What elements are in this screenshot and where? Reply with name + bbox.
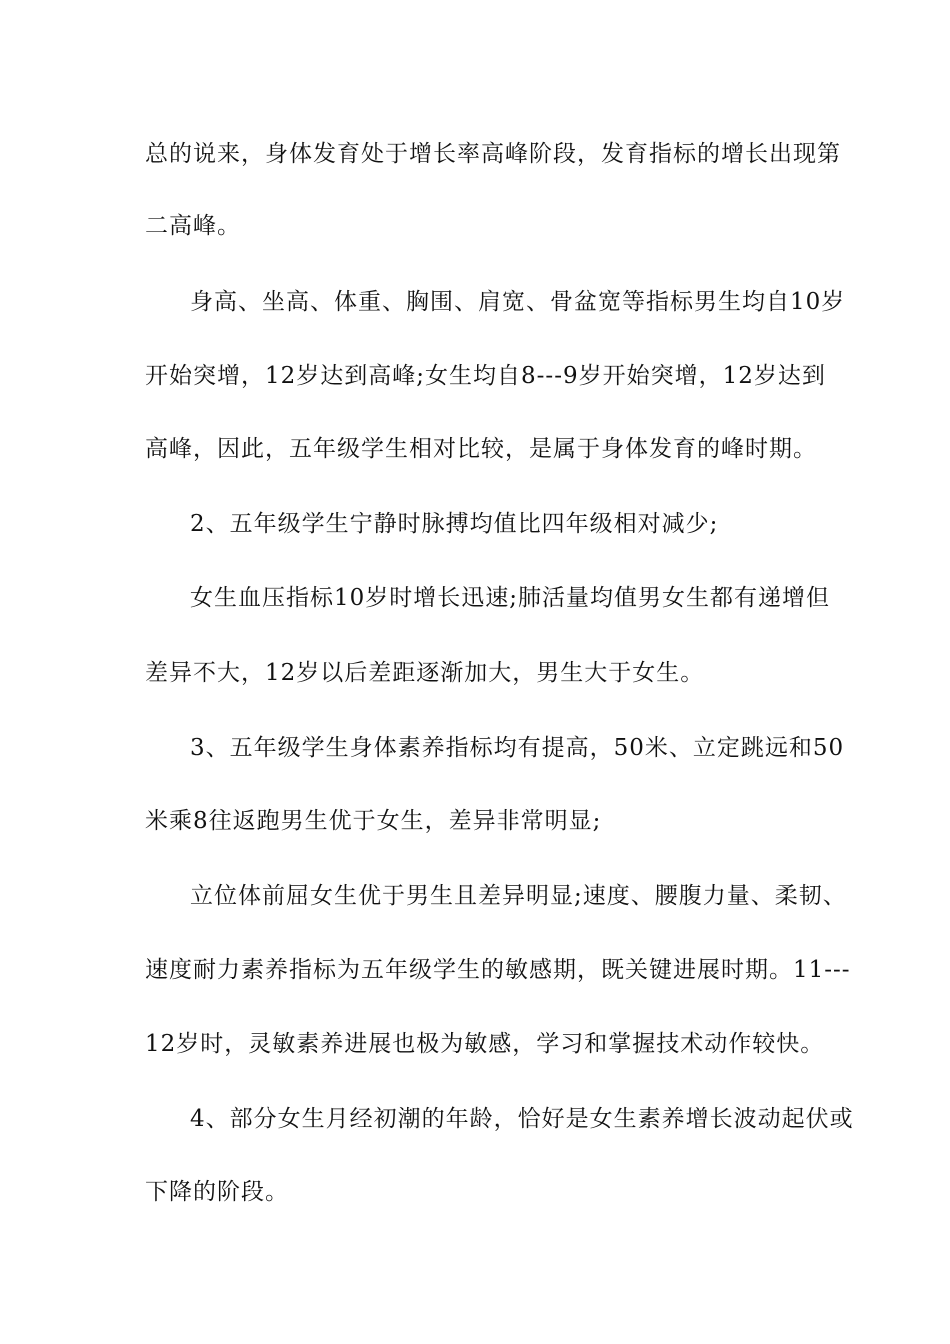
text-line: 总的说来，身体发育处于增长率高峰阶段，发育指标的增长出现第	[145, 141, 841, 167]
text-line: 高峰，因此，五年级学生相对比较，是属于身体发育的峰时期。	[145, 436, 817, 462]
text-line: 女生血压指标10岁时增长迅速;肺活量均值男女生都有递增但	[190, 585, 831, 611]
text-line: 差异不大，12岁以后差距逐渐加大，男生大于女生。	[145, 660, 705, 686]
text-line: 开始突增，12岁达到高峰;女生均自8---9岁开始突增，12岁达到	[145, 363, 826, 389]
text-line: 4、部分女生月经初潮的年龄，恰好是女生素养增长波动起伏或	[190, 1106, 854, 1132]
text-line: 下降的阶段。	[145, 1179, 289, 1205]
text-line: 3、五年级学生身体素养指标均有提高，50米、立定跳远和50	[190, 735, 845, 761]
text-line: 米乘8往返跑男生优于女生，差异非常明显;	[145, 808, 602, 834]
text-line: 立位体前屈女生优于男生且差异明显;速度、腰腹力量、柔韧、	[190, 883, 847, 909]
text-line: 2、五年级学生宁静时脉搏均值比四年级相对减少;	[190, 511, 719, 537]
text-line: 二高峰。	[145, 213, 241, 239]
text-line: 12岁时，灵敏素养进展也极为敏感，学习和掌握技术动作较快。	[145, 1031, 825, 1057]
text-line: 速度耐力素养指标为五年级学生的敏感期，既关键进展时期。11---	[145, 957, 851, 983]
text-line: 身高、坐高、体重、胸围、肩宽、骨盆宽等指标男生均自10岁	[190, 289, 846, 315]
